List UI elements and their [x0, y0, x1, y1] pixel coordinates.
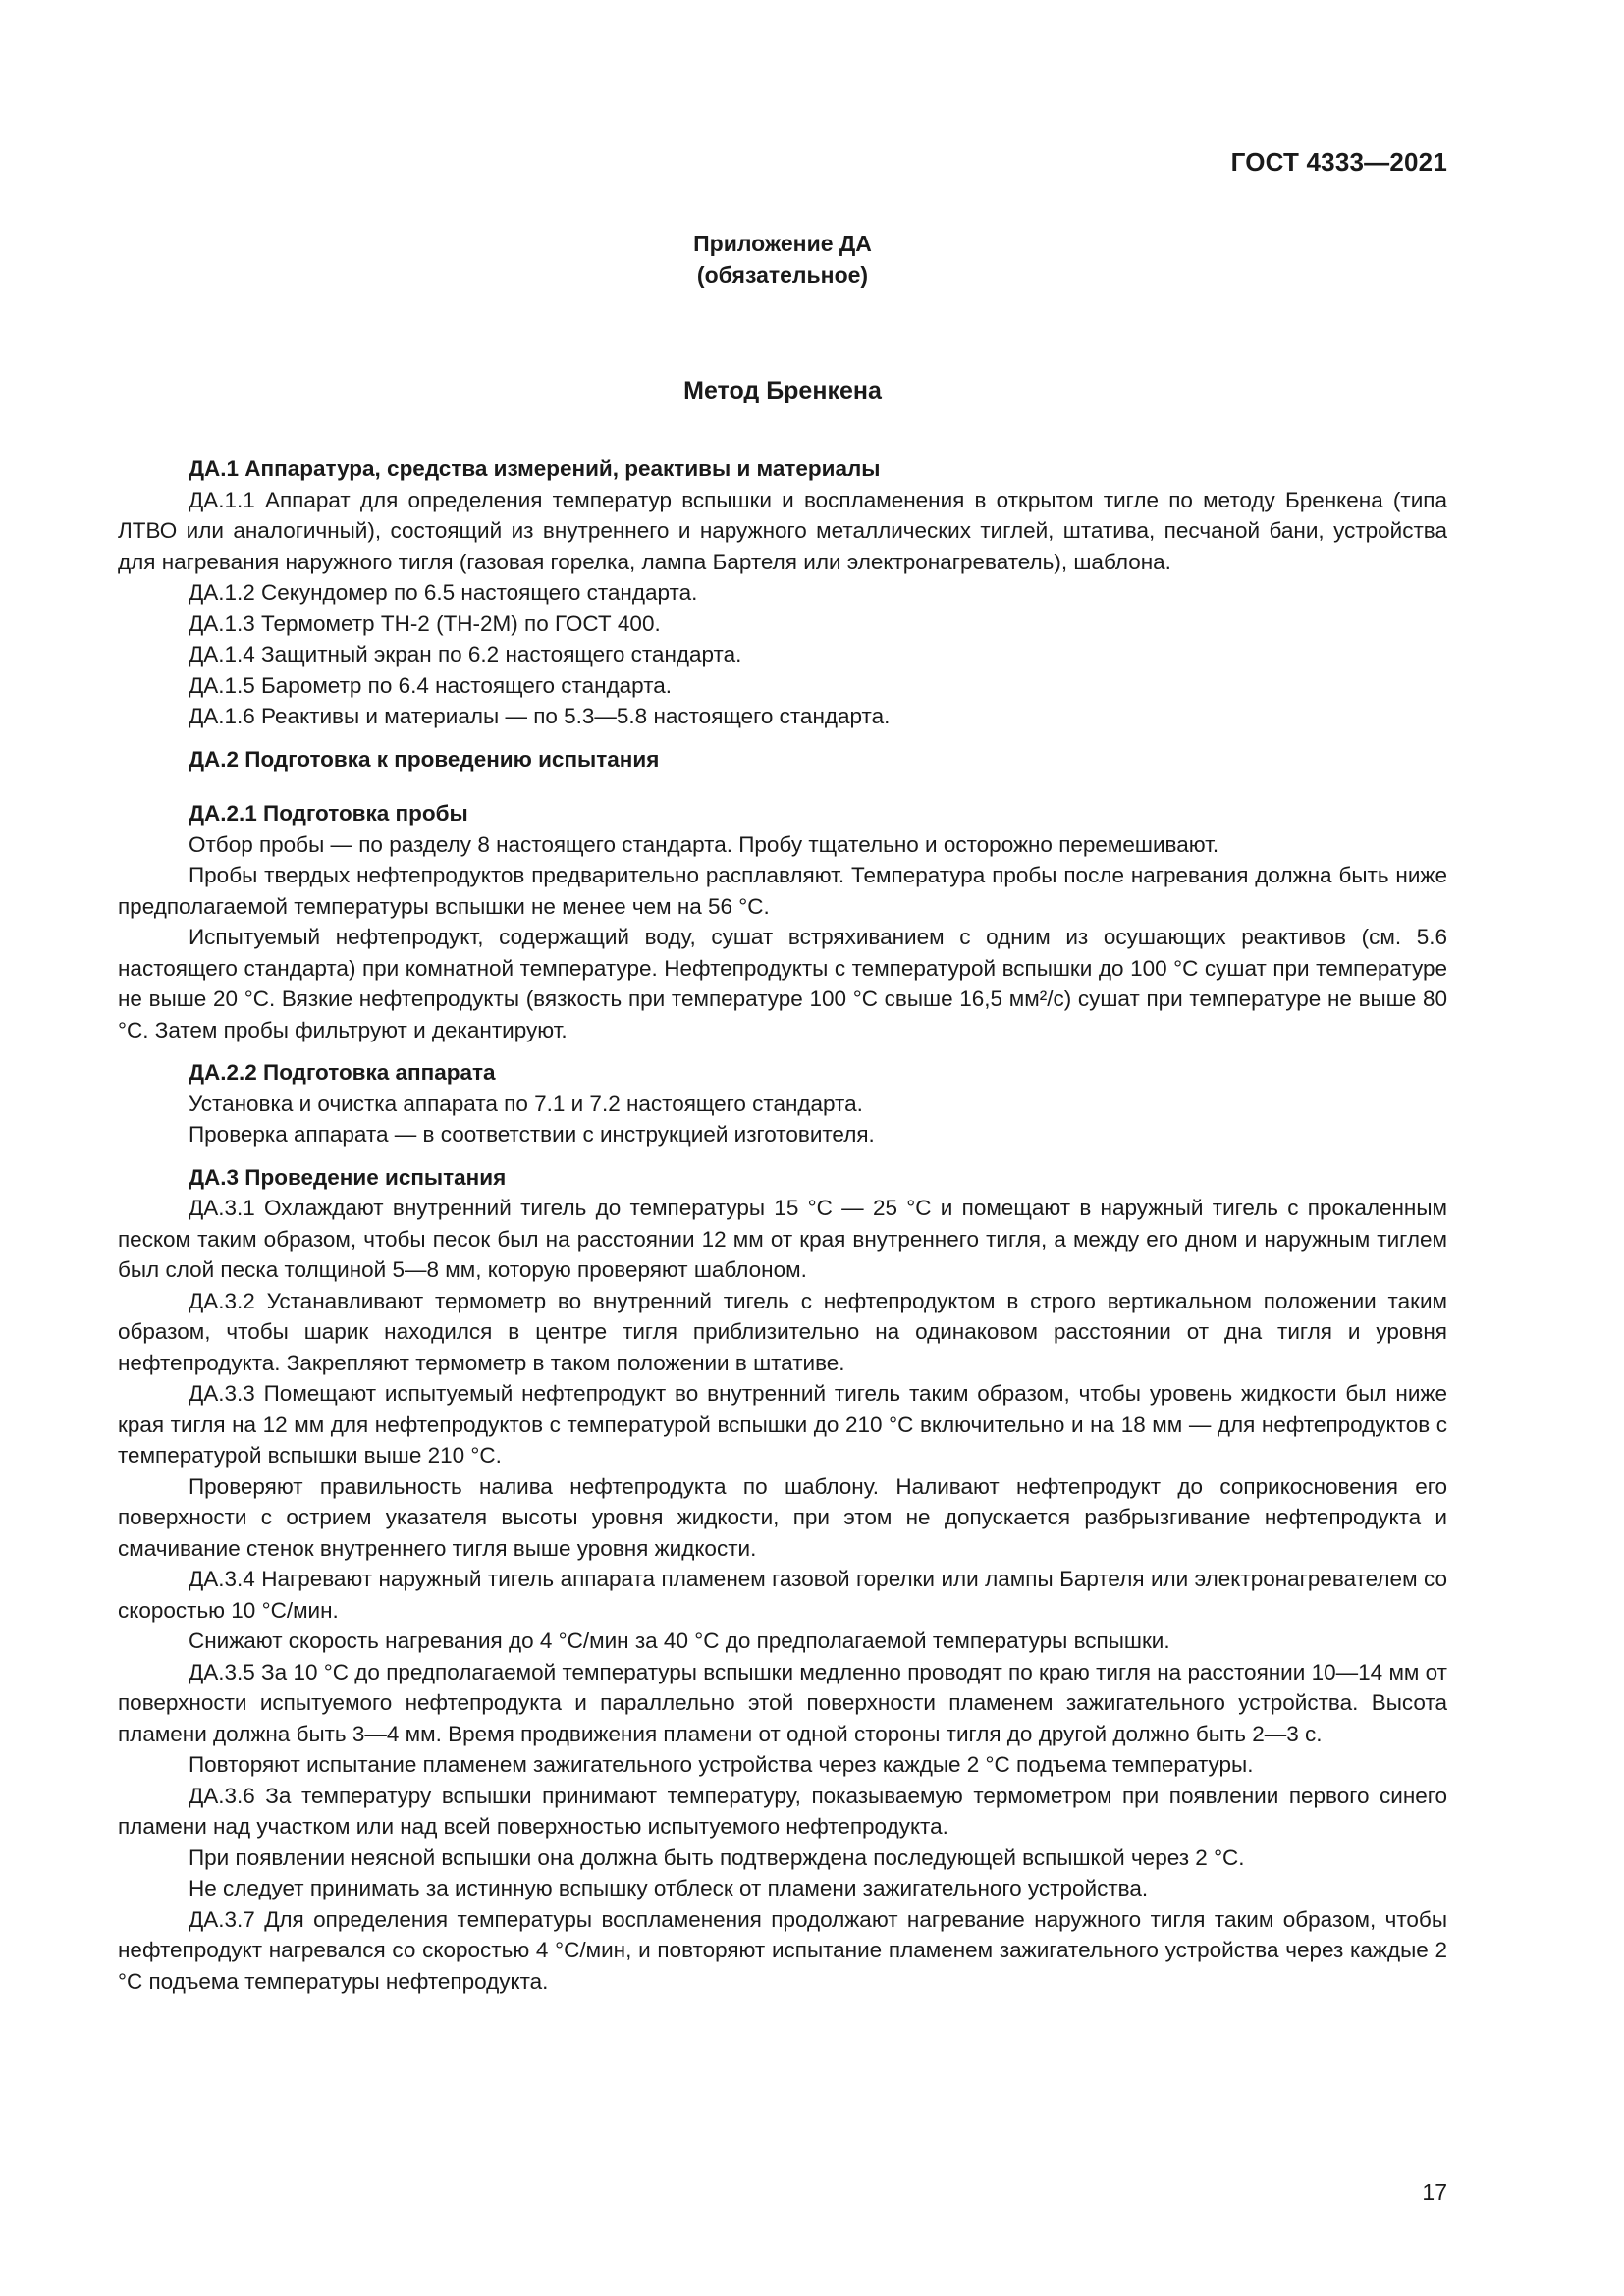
paragraph: ДА.1.6 Реактивы и материалы — по 5.3—5.8 настоящего стандарта.: [189, 704, 891, 728]
paragraph: Проверяют правильность налива нефтепродукта по шаблону. Наливают нефтепродукт до соприкосновения его поверхности с острием указателя высоты уровня жидкости, при этом не допускается разбрызгивание нефтепродукта и смачивание стенок внутреннего тигля выше уровня жидкости.: [118, 1473, 1447, 1561]
paragraph: Снижают скорость нагревания до 4 °С/мин за 40 °С до предполагаемой температуры вспышки.: [189, 1629, 1170, 1653]
paragraph: Испытуемый нефтепродукт, содержащий воду, сушат встряхиванием с одним из осушающих реактивов (см. 5.6 настоящего стандарта) при комнатной температуре. Нефтепродукты с температурой вспышки до 100 °С сушат при температуре не выше 20 °С. Вязкие нефтепродукты (вязкость при температуре 100 °С свыше 16,5 мм²/с) сушат при температуре не выше 80 °С. Затем пробы фильтруют и декантируют.: [118, 925, 1447, 1042]
section-heading: ДА.3 Проведение испытания: [189, 1164, 507, 1190]
paragraph: Установка и очистка аппарата по 7.1 и 7.2 настоящего стандарта.: [189, 1091, 863, 1116]
paragraph: ДА.1.3 Термометр ТН-2 (ТН-2М) по ГОСТ 400.: [189, 611, 661, 636]
paragraph: ДА.3.7 Для определения температуры воспламенения продолжают нагревание наружного тигля таким образом, чтобы нефтепродукт нагревался со скоростью 4 °С/мин, и повторяют испытание пламенем зажигательного устройства через каждые 2 °С подъема температуры нефтепродукта.: [118, 1906, 1447, 1994]
document-body: [118, 454, 1447, 1997]
section-heading: ДА.1 Аппаратура, средства измерений, реактивы и материалы: [189, 456, 881, 481]
paragraph: При появлении неясной вспышки она должна быть подтверждена последующей вспышкой через 2 °С.: [189, 1844, 1245, 1870]
subsection-heading: ДА.2.2 Подготовка аппарата: [189, 1060, 496, 1085]
paragraph: Отбор пробы — по разделу 8 настоящего стандарта. Пробу тщательно и осторожно перемешивают.: [189, 831, 1219, 857]
paragraph: ДА.1.2 Секундомер по 6.5 настоящего стандарта.: [189, 580, 698, 605]
method-title: Метод Бренкена: [683, 377, 882, 404]
paragraph: ДА.3.4 Нагревают наружный тигель аппарата пламенем газовой горелки или лампы Бартеля или электронагревателем со скоростью 10 °С/мин.: [118, 1567, 1447, 1623]
paragraph: Проверка аппарата — в соответствии с инструкцией изготовителя.: [189, 1122, 875, 1147]
subsection-heading: ДА.2.1 Подготовка пробы: [189, 801, 468, 826]
section-heading: ДА.2 Подготовка к проведению испытания: [189, 746, 660, 772]
paragraph: ДА.3.3 Помещают испытуемый нефтепродукт во внутренний тигель таким образом, чтобы уровень жидкости был ниже края тигля на 12 мм для нефтепродуктов с температурой вспышки до 210 °С включительно и на 18 мм — для нефтепродуктов с температурой вспышки выше 210 °С.: [118, 1381, 1447, 1468]
paragraph: Повторяют испытание пламенем зажигательного устройства через каждые 2 °С подъема температуры.: [189, 1752, 1254, 1777]
paragraph: Пробы твердых нефтепродуктов предварительно расплавляют. Температура пробы после нагревания должна быть ниже предполагаемой температуры вспышки не менее чем на 56 °С.: [118, 863, 1447, 919]
paragraph: ДА.1.5 Барометр по 6.4 настоящего стандарта.: [189, 672, 673, 698]
paragraph: ДА.3.2 Устанавливают термометр во внутренний тигель с нефтепродуктом в строго вертикальном положении таким образом, чтобы шарик находился в центре тигля приблизительно на одинаковом расстоянии от дна тигля и уровня нефтепродукта. Закрепляют термометр в таком положении в штативе.: [118, 1288, 1447, 1375]
paragraph: ДА.3.1 Охлаждают внутренний тигель до температуры 15 °С — 25 °С и помещают в наружный тигель с прокаленным песком таким образом, чтобы песок был на расстоянии 12 мм от края внутреннего тигля, а между его дном и наружным тиглем был слой песка толщиной 5—8 мм, которую проверяют шаблоном.: [118, 1196, 1447, 1282]
annex-title: Приложение ДА: [693, 231, 872, 256]
page-number: 17: [1422, 2179, 1447, 2205]
paragraph: ДА.1.1 Аппарат для определения температур вспышки и воспламенения в открытом тигле по методу Бренкена (типа ЛТВО или аналогичный), состоящий из внутреннего и наружного металлических тиглей, штатива, песчаной бани, устройства для нагревания наружного тигля (газовая горелка, лампа Бартеля или электронагреватель), шаблона.: [118, 487, 1447, 574]
annex-heading: [118, 228, 1447, 291]
paragraph: ДА.1.4 Защитный экран по 6.2 настоящего стандарта.: [189, 642, 742, 667]
annex-status: (обязательное): [696, 262, 869, 288]
paragraph: ДА.3.5 За 10 °С до предполагаемой температуры вспышки медленно проводят по краю тигля на расстоянии 10—14 мм от поверхности испытуемого нефтепродукта и параллельно этой поверхности пламенем зажигательного устройства. Высота пламени должна быть 3—4 мм. Время продвижения пламени от одной стороны тигля до другой должно быть 2—3 с.: [118, 1659, 1447, 1746]
paragraph: Не следует принимать за истинную вспышку отблеск от пламени зажигательного устройства.: [189, 1876, 1149, 1900]
paragraph: ДА.3.6 За температуру вспышки принимают температуру, показываемую термометром при появлении первого синего пламени над участком или над всей поверхностью испытуемого нефтепродукта.: [118, 1783, 1447, 1839]
standard-designation: ГОСТ 4333—2021: [1230, 147, 1447, 177]
